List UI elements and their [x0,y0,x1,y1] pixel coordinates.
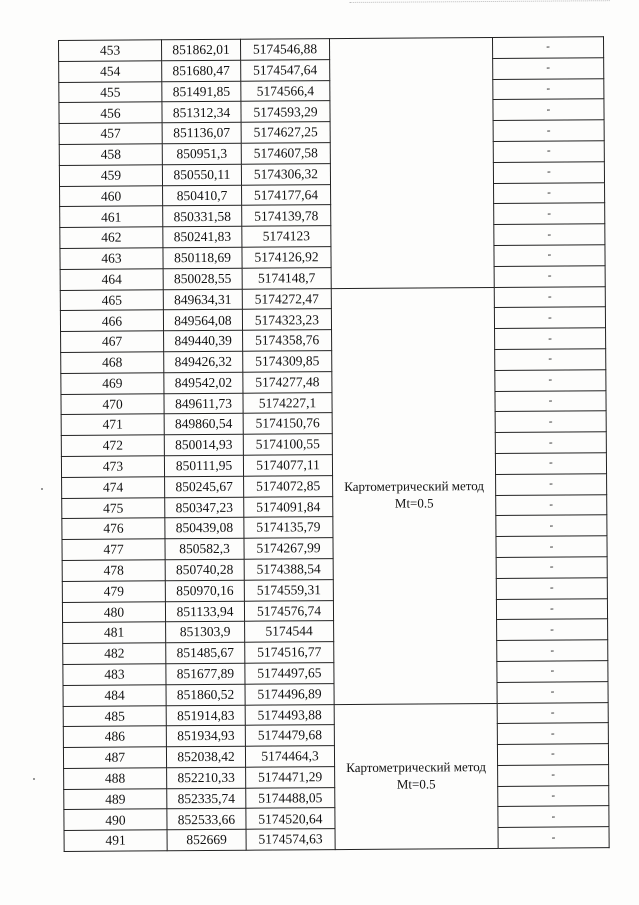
x-coordinate-cell: 849564,08 [163,310,242,331]
x-coordinate-cell: 851136,07 [162,122,241,143]
y-coordinate-cell: 5174496,89 [245,683,334,704]
scan-speck [33,778,35,780]
point-number-cell: 488 [64,768,167,790]
scan-artifact [350,0,610,4]
y-coordinate-cell: 5174126,92 [242,247,331,268]
y-coordinate-cell: 5174091,84 [244,496,333,517]
y-coordinate-cell: 5174272,47 [242,288,331,309]
note-cell: - [496,598,607,620]
point-number-cell: 455 [59,81,162,103]
point-number-cell: 474 [62,477,165,499]
point-number-cell: 480 [62,601,165,623]
note-cell: - [495,432,606,454]
y-coordinate-cell: 5174566,4 [241,80,330,101]
point-number-cell: 479 [62,580,165,602]
x-coordinate-cell: 852335,74 [167,788,246,809]
point-number-cell: 466 [60,310,163,332]
x-coordinate-cell: 850740,28 [165,559,244,580]
x-coordinate-cell: 851133,94 [165,601,244,622]
point-number-cell: 461 [60,206,163,228]
point-number-cell: 477 [62,539,165,561]
y-coordinate-cell: 5174148,7 [242,267,331,288]
point-number-cell: 454 [59,61,162,83]
y-coordinate-cell: 5174593,29 [241,101,330,122]
y-coordinate-cell: 5174100,55 [243,434,332,455]
note-cell: - [495,411,606,433]
point-number-cell: 481 [63,622,166,644]
y-coordinate-cell: 5174139,78 [242,205,331,226]
x-coordinate-cell: 851303,9 [166,622,245,643]
x-coordinate-cell: 849634,31 [163,289,242,310]
note-cell: - [494,245,605,267]
note-cell: - [493,58,604,80]
note-cell: - [492,37,603,59]
point-number-cell: 460 [60,185,163,207]
method-cell: Картометрический метод Mt=0.5 [334,703,498,850]
note-cell: - [494,203,605,225]
note-cell: - [498,765,609,787]
y-coordinate-cell: 5174227,1 [243,392,332,413]
note-cell: - [498,785,609,807]
y-coordinate-cell: 5174464,3 [245,746,334,767]
note-cell: - [497,744,608,766]
x-coordinate-cell: 851914,83 [166,705,245,726]
note-cell: - [496,557,607,579]
y-coordinate-cell: 5174607,58 [241,143,330,164]
x-coordinate-cell: 850118,69 [163,247,242,268]
x-coordinate-cell: 850410,7 [163,185,242,206]
point-number-cell: 491 [64,830,167,852]
x-coordinate-cell: 850550,11 [162,164,241,185]
scan-speck [41,488,43,490]
note-cell: - [496,515,607,537]
y-coordinate-cell: 5174547,64 [241,59,330,80]
x-coordinate-cell: 851860,52 [166,684,245,705]
x-coordinate-cell: 851312,34 [162,102,241,123]
x-coordinate-cell: 850241,83 [163,226,242,247]
x-coordinate-cell: 850111,95 [164,455,243,476]
y-coordinate-cell: 5174544 [245,621,334,642]
y-coordinate-cell: 5174574,63 [246,829,335,850]
x-coordinate-cell: 852533,66 [167,809,246,830]
point-number-cell: 490 [64,809,167,831]
coordinates-table [58,36,610,852]
y-coordinate-cell: 5174358,76 [243,330,332,351]
x-coordinate-cell: 849440,39 [164,330,243,351]
note-cell: - [494,224,605,246]
x-coordinate-cell: 852210,33 [167,767,246,788]
note-cell: - [493,141,604,163]
x-coordinate-cell: 850245,67 [165,476,244,497]
point-number-cell: 471 [61,414,164,436]
note-cell: - [496,494,607,516]
y-coordinate-cell: 5174309,85 [243,351,332,372]
y-coordinate-cell: 5174388,54 [244,559,333,580]
point-number-cell: 464 [60,269,163,291]
x-coordinate-cell: 850951,3 [162,143,241,164]
y-coordinate-cell: 5174306,32 [241,163,330,184]
y-coordinate-cell: 5174177,64 [242,184,331,205]
point-number-cell: 478 [62,560,165,582]
x-coordinate-cell: 850331,58 [163,206,242,227]
note-cell: - [497,702,608,724]
point-number-cell: 453 [59,40,162,62]
x-coordinate-cell: 849542,02 [164,372,243,393]
x-coordinate-cell: 850028,55 [163,268,242,289]
point-number-cell: 475 [62,497,165,519]
note-cell: - [496,473,607,495]
y-coordinate-cell: 5174559,31 [244,579,333,600]
point-number-cell: 482 [63,643,166,665]
y-coordinate-cell: 5174627,25 [241,122,330,143]
x-coordinate-cell: 851677,89 [166,663,245,684]
y-coordinate-cell: 5174077,11 [243,455,332,476]
note-cell: - [493,78,604,100]
note-cell: - [493,161,604,183]
point-number-cell: 467 [61,331,164,353]
y-coordinate-cell: 5174516,77 [245,642,334,663]
y-coordinate-cell: 5174576,74 [244,600,333,621]
y-coordinate-cell: 5174150,76 [243,413,332,434]
y-coordinate-cell: 5174123 [242,226,331,247]
y-coordinate-cell: 5174323,23 [242,309,331,330]
y-coordinate-cell: 5174497,65 [245,663,334,684]
y-coordinate-cell: 5174072,85 [244,475,333,496]
point-number-cell: 483 [63,664,166,686]
x-coordinate-cell: 849611,73 [164,393,243,414]
note-cell: - [498,827,609,849]
x-coordinate-cell: 850582,3 [165,538,244,559]
x-coordinate-cell: 850439,08 [165,518,244,539]
note-cell: - [494,307,605,329]
x-coordinate-cell: 851680,47 [162,60,241,81]
note-cell: - [495,369,606,391]
x-coordinate-cell: 849426,32 [164,351,243,372]
point-number-cell: 463 [60,248,163,270]
y-coordinate-cell: 5174135,79 [244,517,333,538]
point-number-cell: 470 [61,393,164,415]
x-coordinate-cell: 852669 [167,830,246,851]
x-coordinate-cell: 850347,23 [165,497,244,518]
note-cell: - [494,265,605,287]
note-cell: - [497,640,608,662]
note-cell: - [497,661,608,683]
note-cell: - [493,99,604,121]
note-cell: - [497,723,608,745]
point-number-cell: 473 [61,456,164,478]
y-coordinate-cell: 5174277,48 [243,371,332,392]
point-number-cell: 458 [59,144,162,166]
point-number-cell: 485 [63,705,166,727]
x-coordinate-cell: 852038,42 [166,746,245,767]
note-cell: - [493,120,604,142]
y-coordinate-cell: 5174479,68 [245,725,334,746]
point-number-cell: 457 [59,123,162,145]
point-number-cell: 476 [62,518,165,540]
point-number-cell: 484 [63,684,166,706]
y-coordinate-cell: 5174520,64 [246,808,335,829]
note-cell: - [497,681,608,703]
coordinates-table-body [59,37,610,852]
note-cell: - [498,806,609,828]
x-coordinate-cell: 850014,93 [164,434,243,455]
note-cell: - [494,182,605,204]
y-coordinate-cell: 5174546,88 [240,39,329,60]
note-cell: - [497,619,608,641]
x-coordinate-cell: 851934,93 [166,726,245,747]
y-coordinate-cell: 5174471,29 [246,766,335,787]
x-coordinate-cell: 850970,16 [165,580,244,601]
point-number-cell: 468 [61,352,164,374]
point-number-cell: 472 [61,435,164,457]
point-number-cell: 456 [59,102,162,124]
note-cell: - [495,328,606,350]
method-cell [329,37,494,288]
y-coordinate-cell: 5174493,88 [245,704,334,725]
point-number-cell: 462 [60,227,163,249]
x-coordinate-cell: 851862,01 [162,39,241,60]
point-number-cell: 459 [59,165,162,187]
point-number-cell: 486 [63,726,166,748]
note-cell: - [495,349,606,371]
point-number-cell: 489 [64,788,167,810]
y-coordinate-cell: 5174488,05 [246,787,335,808]
point-number-cell: 465 [60,289,163,311]
method-cell: Картометрический метод Mt=0.5 [331,287,497,704]
point-number-cell: 469 [61,373,164,395]
x-coordinate-cell: 851491,85 [162,81,241,102]
note-cell: - [495,453,606,475]
y-coordinate-cell: 5174267,99 [244,538,333,559]
note-cell: - [496,536,607,558]
x-coordinate-cell: 851485,67 [166,642,245,663]
point-number-cell: 487 [63,747,166,769]
x-coordinate-cell: 849860,54 [164,414,243,435]
note-cell: - [495,390,606,412]
note-cell: - [496,577,607,599]
note-cell: - [494,286,605,308]
